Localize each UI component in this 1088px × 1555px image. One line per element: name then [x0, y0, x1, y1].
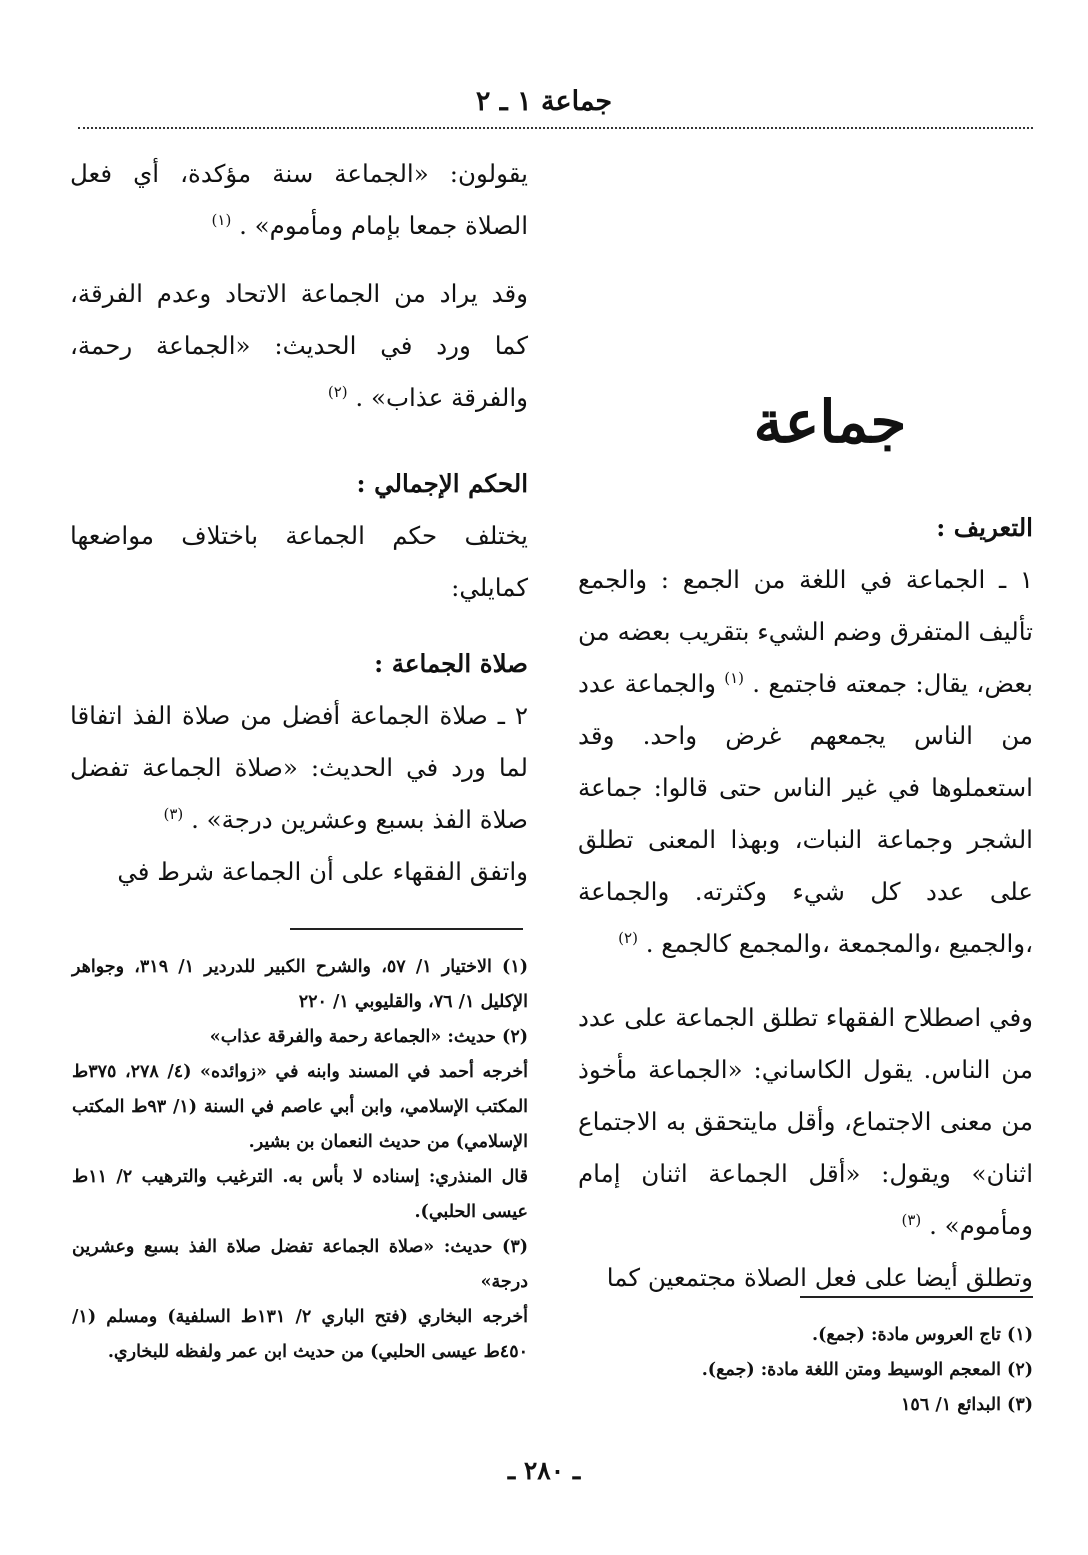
right-footnote-rule: [800, 1296, 1033, 1298]
right-paragraph-2: [578, 992, 1033, 1252]
footnote: أخرجه البخاري (فتح الباري ٢/ ١٣١ط السلفية) ومسلم (١/ ٤٥٠ط عيسى الحلبي) من حديث ابن عمر ولفظه للبخاري.: [72, 1307, 528, 1362]
left-paragraph-2: [70, 268, 528, 424]
footnote: (١) الاختيار ١/ ٥٧، والشرح الكبير للدردير ١/ ٣١٩، وجواهر الإكليل ١/ ٧٦، والقليوبي ١/ ٢٢٠: [72, 957, 528, 1012]
footnote-ref: (٢): [618, 928, 638, 947]
header-dotted-rule: [78, 127, 1033, 129]
left-paragraph-4: واتفق الفقهاء على أن الجماعة شرط في: [117, 857, 528, 886]
left-paragraph-2-text: وقد يراد من الجماعة الاتحاد وعدم الفرقة، كما ورد في الحديث: «الجماعة رحمة، والفرقة عذاب» .: [70, 279, 528, 412]
footnote: (٣) حديث: «صلاة الجماعة تفضل صلاة الفذ بسبع وعشرين درجة»: [72, 1237, 528, 1292]
footnote-ref: (٣): [163, 804, 184, 823]
left-paragraph-1-text: يقولون: «الجماعة سنة مؤكدة، أي فعل الصلاة جمعا بإمام ومأموم» .: [70, 159, 528, 240]
prayer-heading: صلاة الجماعة :: [374, 649, 528, 678]
footnote-ref: (١): [724, 668, 744, 687]
footnote-ref: (٢): [327, 382, 348, 401]
left-footnote-rule: [290, 928, 523, 930]
right-paragraph-2-text: وفي اصطلاح الفقهاء تطلق الجماعة على عدد من الناس. يقول الكاساني: «الجماعة مأخوذ من معنى الاجتماع، وأقل مايتحقق به الاجتماع اثنان» ويقول: «أقل الجماعة اثنان إمام ومأموم» .: [578, 1003, 1033, 1240]
left-column: [70, 148, 528, 898]
footnote: (٢) المعجم الوسيط ومتن اللغة مادة: (جمع).: [701, 1360, 1033, 1380]
definition-heading: التعريف :: [936, 513, 1033, 542]
ruling-heading: الحكم الإجمالي :: [356, 469, 528, 498]
right-paragraph-1-text: ١ ـ الجماعة في اللغة من الجمع : والجمع تأليف المتفرق وضم الشيء بتقريب بعضه من بعض، يقال: جمعته فاجتمع .: [578, 565, 1033, 698]
right-footnotes: [640, 1318, 1033, 1423]
ruling-text: يختلف حكم الجماعة باختلاف مواضعها كمايلي:: [70, 521, 528, 602]
footnote: (٢) حديث: «الجماعة رحمة والفرقة عذاب»: [209, 1027, 528, 1047]
right-column: [578, 502, 1033, 1304]
footnote: (٣) البدائع ١/ ١٥٦: [901, 1395, 1033, 1415]
footnote: أخرجه أحمد في المسند وابنه في «زوائده» (٤/ ٢٧٨، ٣٧٥ط المكتب الإسلامي، وابن أبي عاصم في السنة (١/ ٩٣ط المكتب الإسلامي) من حديث النعمان بن بشير.: [72, 1062, 529, 1152]
left-footnotes: [72, 950, 528, 1370]
article-title: جماعة: [753, 388, 907, 456]
footnote: قال المنذري: إسناده لا بأس به. الترغيب والترهيب ٢/ ١١ط عيسى الحلبي).: [72, 1167, 529, 1222]
footnote-ref: (١): [211, 210, 232, 229]
running-head: جماعة ١ ـ ٢: [475, 86, 613, 117]
right-paragraph-3: وتطلق أيضا على فعل الصلاة مجتمعين كما: [606, 1263, 1033, 1292]
right-paragraph-1-text-2: والجماعة عدد من الناس يجمعهم غرض واحد. وقد استعملوها في غير الناس حتى قالوا: جماعة الشجر وجماعة النبات، وبهذا المعنى تطلق على عدد كل شيء وكثرته. والجماعة ،والجميع ،والمجمعة ،والمجمع كالجمع .: [578, 669, 1033, 958]
right-paragraph-1: [578, 554, 1033, 970]
left-paragraph-3-text: ٢ ـ صلاة الجماعة أفضل من صلاة الفذ اتفاقا لما ورد في الحديث: «صلاة الجماعة تفضل صلاة الفذ بسبع وعشرين درجة» .: [70, 701, 528, 834]
footnote: (١) تاج العروس مادة: (جمع).: [812, 1325, 1033, 1345]
left-paragraph-1: [70, 148, 528, 252]
footnote-ref: (٣): [901, 1210, 922, 1229]
page-number: ـ ٢٨٠ ـ: [507, 1456, 581, 1485]
left-paragraph-3: [70, 690, 528, 846]
